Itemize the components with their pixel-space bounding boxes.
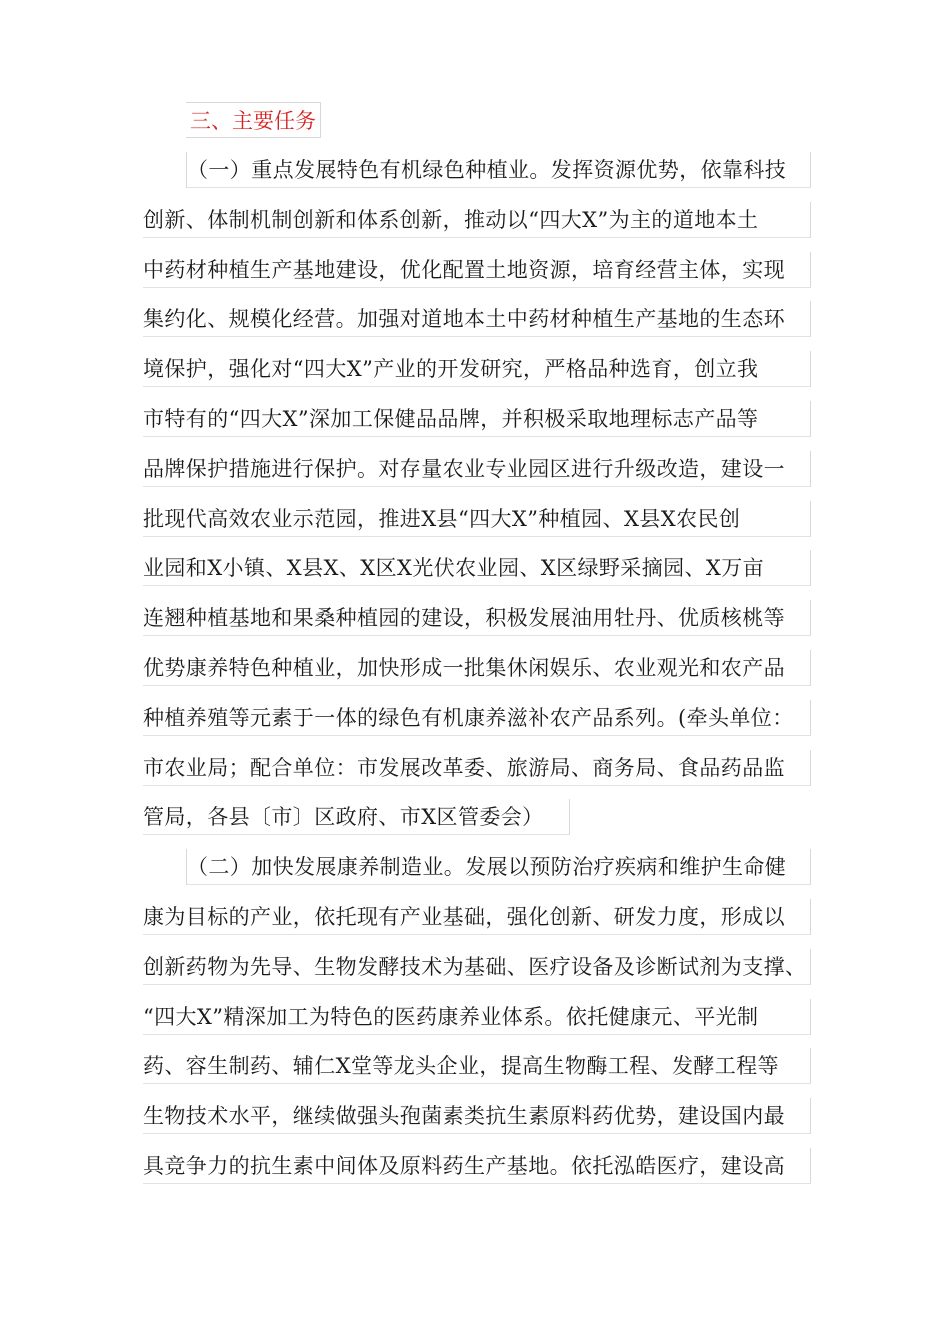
section-heading: 三、主要任务 [186, 102, 321, 138]
paragraph-line: 生物技术水平，继续做强头孢菌素类抗生素原料药优势，建设国内最 [143, 1098, 811, 1134]
paragraph-line: 集约化、规模化经营。加强对道地本土中药材种植生产基地的生态环 [143, 301, 811, 337]
paragraph-line: 市特有的“四大X”深加工保健品品牌，并积极采取地理标志产品等 [143, 401, 811, 437]
paragraph-line: 管局，各县〔市〕区政府、市X区管委会） [143, 799, 570, 835]
paragraph-line: 中药材种植生产基地建设，优化配置土地资源，培育经营主体，实现 [143, 252, 811, 288]
paragraph-line: 市农业局；配合单位：市发展改革委、旅游局、商务局、食品药品监 [143, 750, 811, 786]
paragraph-first-line: （一）重点发展特色有机绿色种植业。发挥资源优势，依靠科技 [186, 152, 811, 188]
paragraph-line: 康为目标的产业，依托现有产业基础，强化创新、研发力度，形成以 [143, 899, 811, 935]
paragraph-line: 创新药物为先导、生物发酵技术为基础、医疗设备及诊断试剂为支撑、 [143, 949, 811, 985]
paragraph-line: “四大X”精深加工为特色的医药康养业体系。依托健康元、平光制 [143, 999, 811, 1035]
paragraph-line: 具竞争力的抗生素中间体及原料药生产基地。依托泓皓医疗，建设高 [143, 1148, 811, 1184]
paragraph-line: 优势康养特色种植业，加快形成一批集休闲娱乐、农业观光和农产品 [143, 650, 811, 686]
paragraph-line: 批现代高效农业示范园，推进X县“四大X”种植园、X县X农民创 [143, 501, 811, 537]
paragraph-first-line: （二）加快发展康养制造业。发展以预防治疗疾病和维护生命健 [186, 849, 811, 885]
paragraph-line: 连翘种植基地和果桑种植园的建设，积极发展油用牡丹、优质核桃等 [143, 600, 811, 636]
paragraph-line: 创新、体制机制创新和体系创新，推动以“四大X”为主的道地本土 [143, 202, 811, 238]
paragraph-line: 品牌保护措施进行保护。对存量农业专业园区进行升级改造，建设一 [143, 451, 811, 487]
paragraph-line: 业园和X小镇、X县X、X区X光伏农业园、X区绿野采摘园、X万亩 [143, 550, 811, 586]
paragraph-line: 药、容生制药、辅仁X堂等龙头企业，提高生物酶工程、发酵工程等 [143, 1048, 811, 1084]
paragraph-line: 种植养殖等元素于一体的绿色有机康养滋补农产品系列。(牵头单位： [143, 700, 811, 736]
paragraph-line: 境保护，强化对“四大X”产业的开发研究，严格品种选育，创立我 [143, 351, 811, 387]
